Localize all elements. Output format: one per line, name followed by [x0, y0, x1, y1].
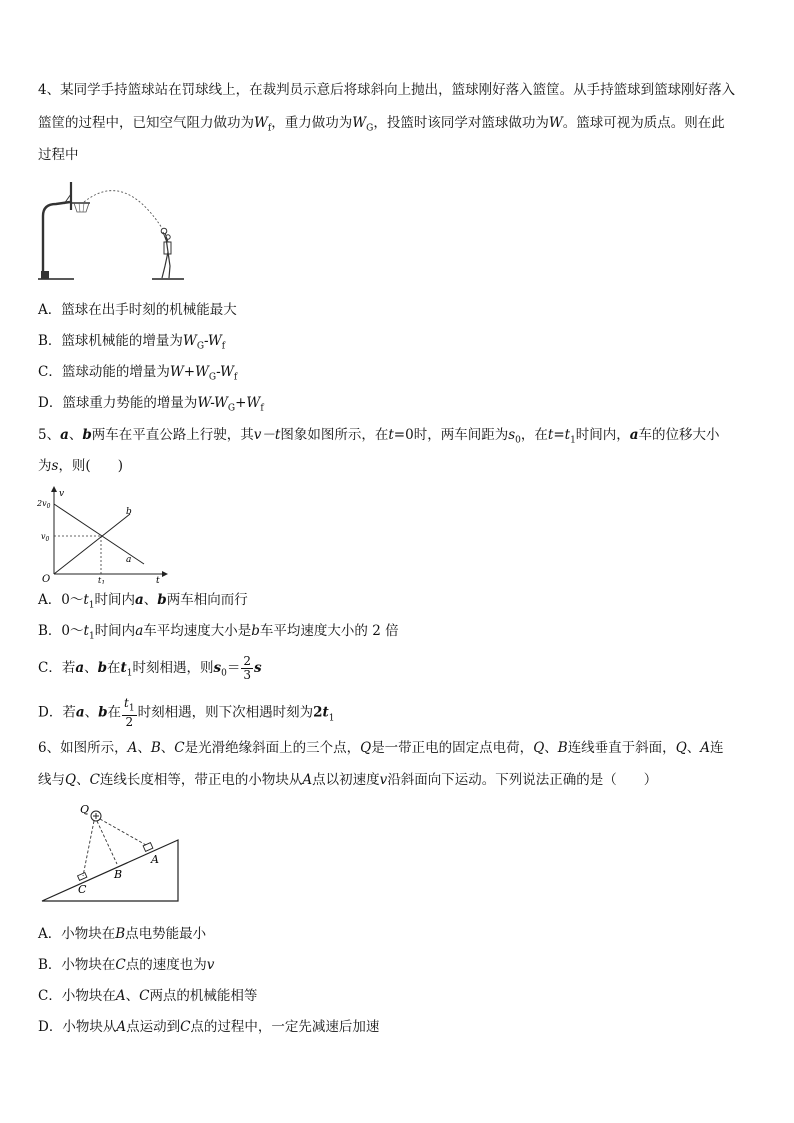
- q5-option-b[interactable]: B．$0\sim t_1$时间内a车平均速度大小是b车平均速度大小的 2 倍: [38, 623, 399, 642]
- q6-option-c[interactable]: C．小物块在A、C两点的机械能相等: [38, 988, 258, 1004]
- q5-stem-line1: 5、a、b两车在平直公路上行驶，其v－t图象如图所示，在t=0时，两车间距为$s_0$，在$t=t_1$时间内，a车的位移大小: [38, 427, 720, 446]
- q5-option-c-fraction: $\frac{2}{3}$: [243, 654, 252, 682]
- q6-figure-label-c: C: [78, 883, 87, 896]
- q5-stem-line2: 为s，则( ): [38, 458, 123, 474]
- q4-option-c[interactable]: C．篮球动能的增量为$W+W_G-W_f$: [38, 364, 238, 383]
- q6-stem-line1: 6、如图所示，A、B、C是光滑绝缘斜面上的三个点，Q是一带正电的固定点电荷，Q、B连线垂直于斜面，Q、A连: [38, 740, 724, 756]
- q6-figure-label-q: Q: [80, 803, 90, 816]
- q5-graph-label-t1: t: [98, 576, 102, 584]
- q5-option-c[interactable]: C．若a、b在$t_1$时刻相遇，则$s_0=$ $\frac{2}{3}$ s: [38, 654, 262, 682]
- q6-incline-figure: [38, 800, 188, 910]
- svg-text:2v0: $2v_0$: [37, 499, 51, 510]
- q5-graph-label-2v0: 2v: [37, 499, 47, 508]
- q6-option-d[interactable]: D．小物块从A点运动到C点的过程中，一定先减速后加速: [38, 1019, 380, 1035]
- q5-option-d-fraction: $\frac{t_1}{2}$: [124, 696, 135, 730]
- svg-text:v0: $v_0$: [41, 532, 50, 543]
- q6-stem-line2: 线与Q、C连线长度相等，带正电的小物块从A点以初速度v沿斜面向下运动。下列说法正确的是（ ）: [38, 772, 658, 788]
- q5-option-a[interactable]: A．$0\sim t_1$时间内a、b两车相向而行: [38, 592, 248, 611]
- q5-graph-label-o: O: [42, 574, 51, 584]
- q5-graph-label-v: v: [59, 489, 65, 499]
- q5-option-d[interactable]: D．若a、b在 $\frac{t_1}{2}$ 时刻相遇，则下次相遇时刻为$2t_1$: [38, 696, 335, 730]
- q6-figure-label-b: B: [114, 868, 123, 881]
- q5-graph-label-b: b: [126, 507, 132, 517]
- q4-stem-line2: 篮筐的过程中，已知空气阻力做功为$W_f$，重力做功为$W_G$，投篮时该同学对篮球做功为W。篮球可视为质点。则在此: [38, 115, 725, 134]
- q4-option-d[interactable]: D．篮球重力势能的增量为$W-W_G+W_f$: [38, 395, 264, 414]
- q6-option-a[interactable]: A．小物块在B点电势能最小: [38, 926, 207, 942]
- q4-stem-line1: 4、某同学手持篮球站在罚球线上，在裁判员示意后将球斜向上抛出，篮球刚好落入篮筐。从手持篮球到篮球刚好落入: [38, 82, 736, 98]
- q5-graph-label-v0: v: [41, 532, 46, 541]
- q5-graph-label-t: t: [156, 576, 160, 584]
- q4-option-a[interactable]: A．篮球在出手时刻的机械能最大: [38, 302, 237, 318]
- q5-vt-graph: [34, 484, 174, 584]
- q4-basketball-figure: [34, 176, 194, 286]
- q4-option-b[interactable]: B．篮球机械能的增量为$W_G-W_f$: [38, 333, 226, 352]
- q4-stem-line3: 过程中: [38, 147, 79, 163]
- q5-graph-label-a: a: [126, 555, 132, 565]
- q6-option-b[interactable]: B．小物块在C点的速度也为v: [38, 957, 215, 973]
- q6-figure-label-a: A: [151, 853, 159, 866]
- svg-text:t1: $t_1$: [98, 576, 106, 584]
